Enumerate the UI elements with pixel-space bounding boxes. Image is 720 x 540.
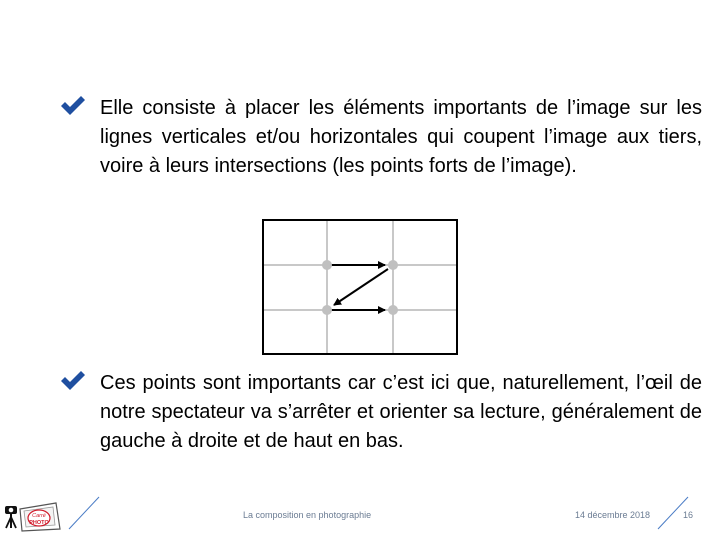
bullet-item-reading-direction <box>60 369 702 456</box>
bullet-item-rule-of-thirds <box>60 94 702 181</box>
bullet-text: Ces points sont importants car c’est ici que, naturellement, l’œil de notre spectateur va s’arrêter et orienter sa lecture, généralement de gauche à droite et de haut en bas. <box>100 372 702 452</box>
strong-point-top-right <box>388 260 398 270</box>
checkmark-icon <box>60 370 86 392</box>
slide-footer <box>0 490 720 540</box>
footer-divider-left <box>68 496 100 530</box>
strong-point-bottom-right <box>388 305 398 315</box>
club-photo-logo <box>2 497 64 537</box>
page-number: 16 <box>683 510 694 520</box>
logo-text-bottom: PHOTO <box>29 520 49 526</box>
strong-point-bottom-left <box>322 305 332 315</box>
footer-date: 14 décembre 2018 <box>575 510 651 520</box>
bullet-text: Elle consiste à placer les éléments importants de l’image sur les lignes verticales et/ou horizontales qui coupent l’image aux tiers, voire à leurs intersections (les points forts de l’image). <box>100 97 702 177</box>
logo-text-top: Carré <box>32 513 46 519</box>
strong-point-top-left <box>322 260 332 270</box>
rule-of-thirds-diagram <box>262 219 458 355</box>
footer-title: La composition en photographie <box>243 510 372 520</box>
checkmark-icon <box>60 95 86 117</box>
